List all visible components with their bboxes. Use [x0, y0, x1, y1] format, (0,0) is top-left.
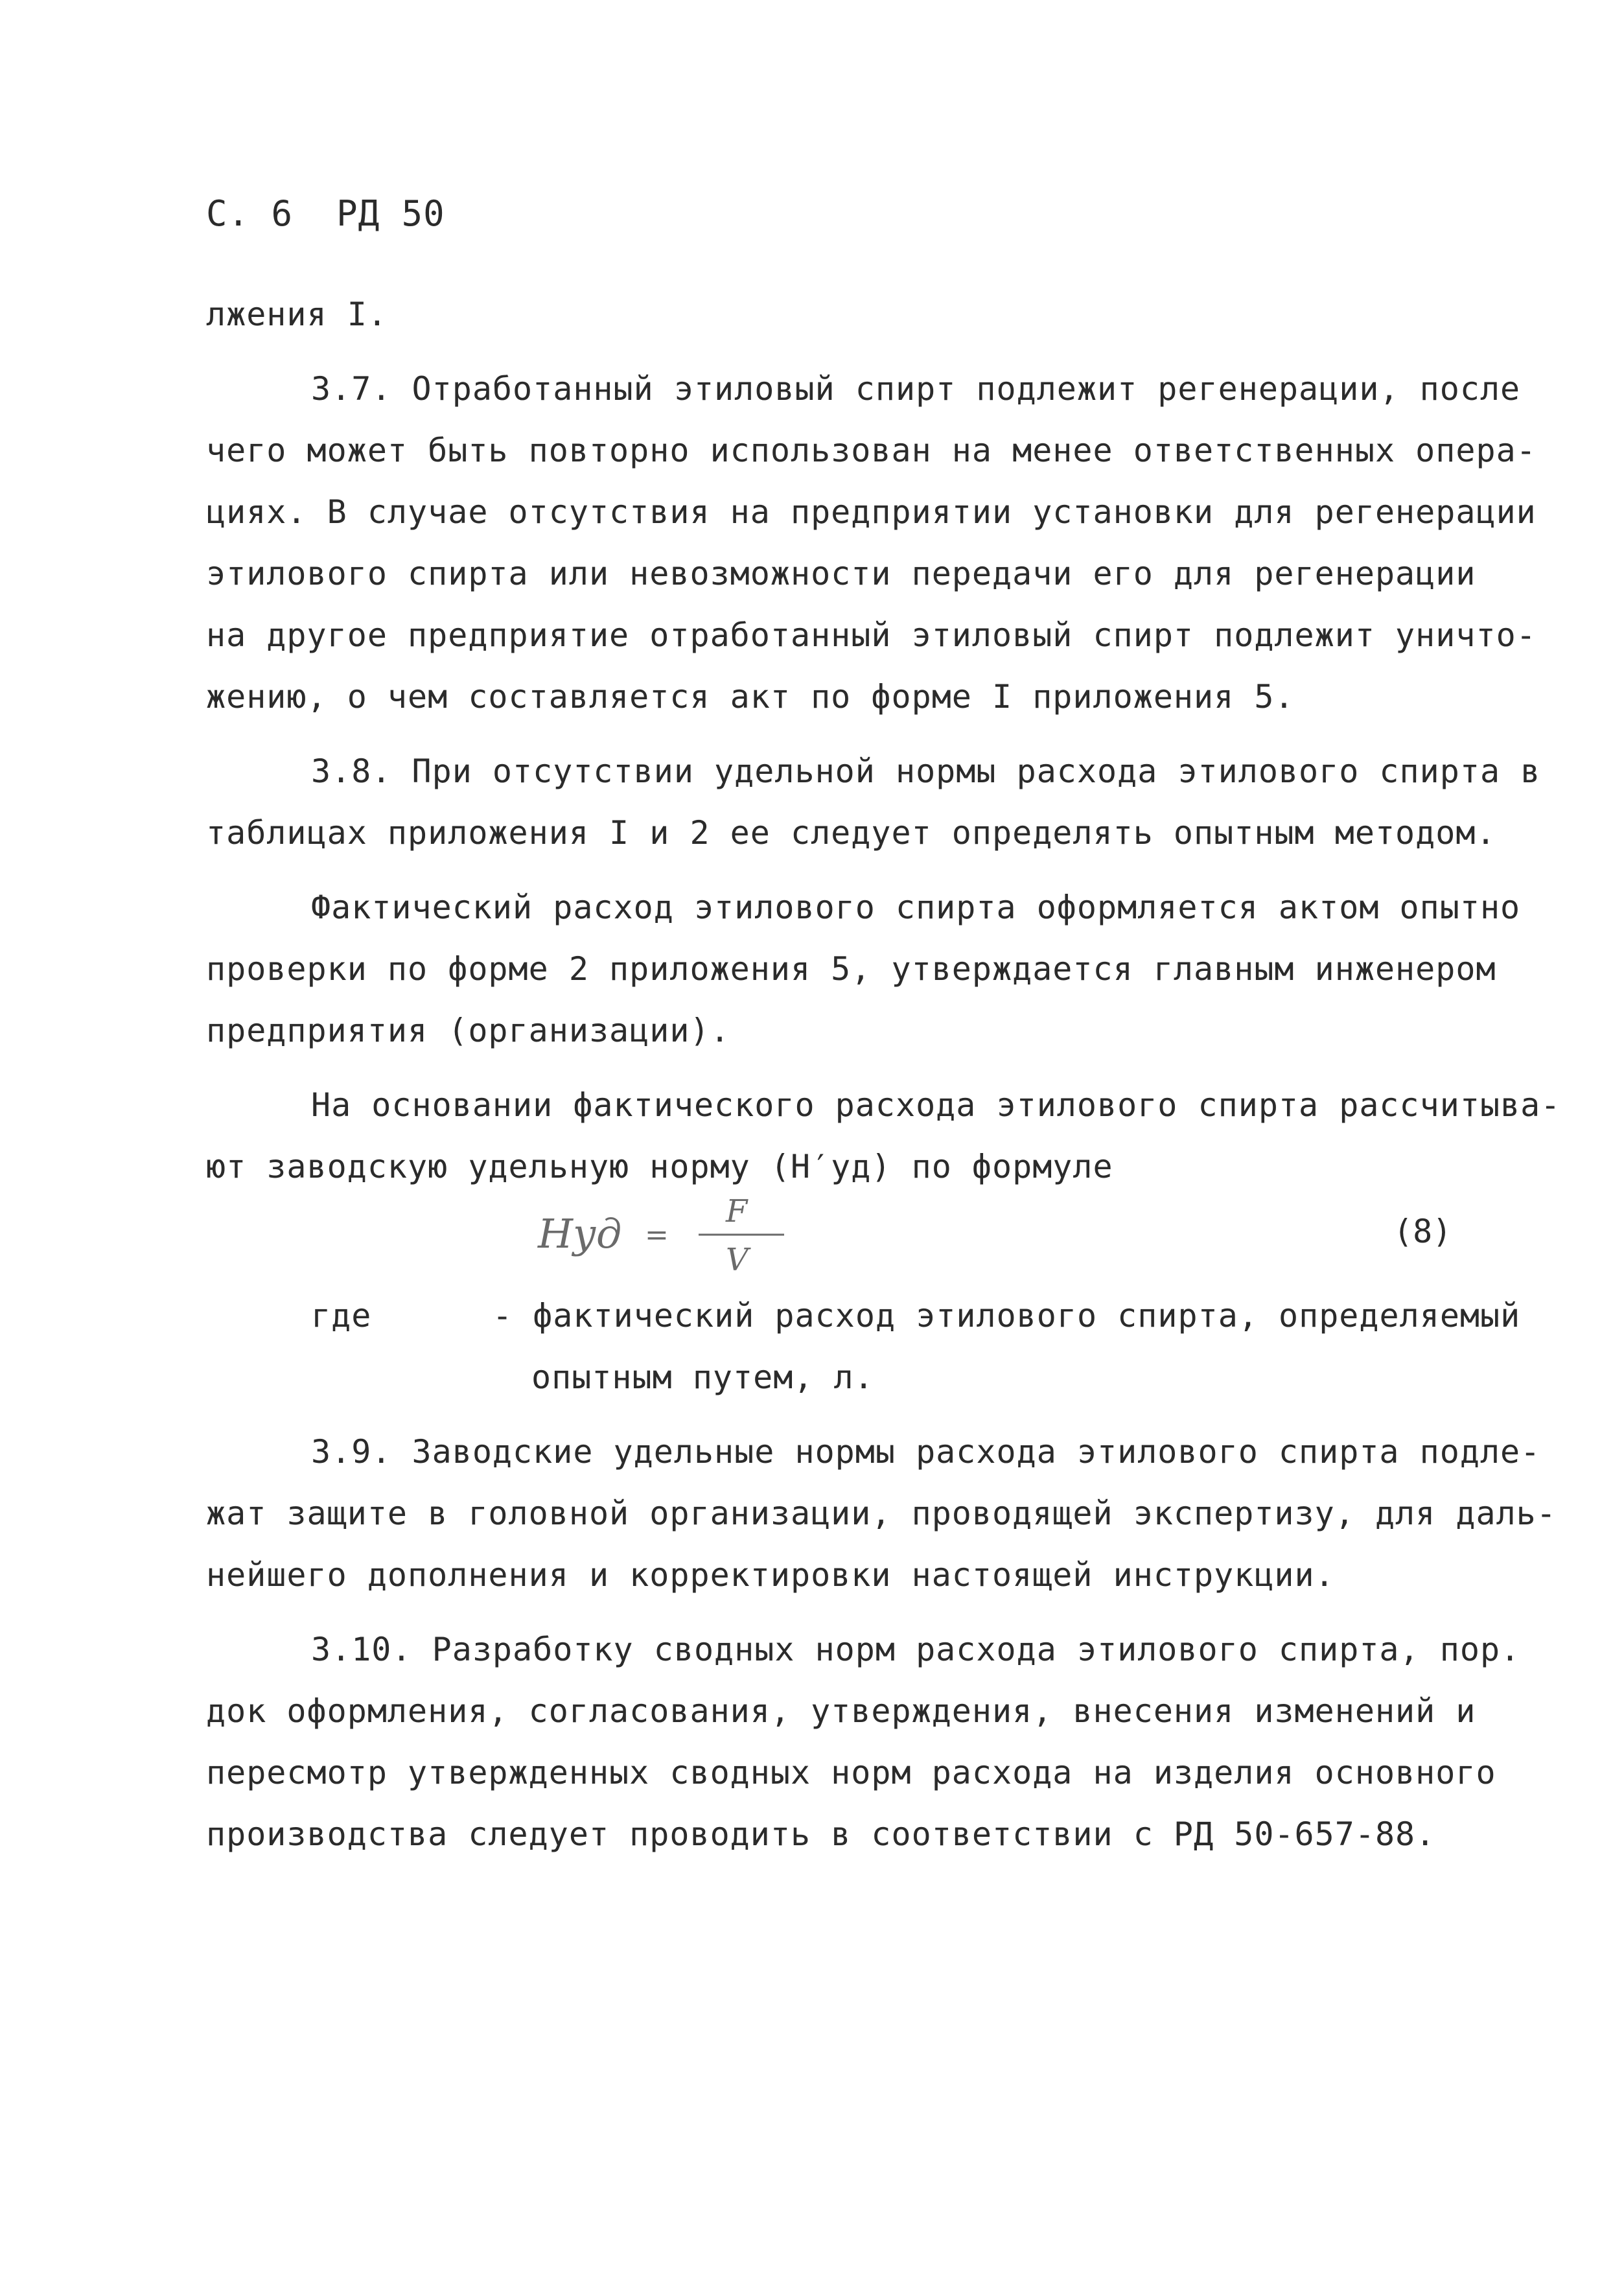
page-header: С. 6 РД 50	[206, 193, 445, 234]
text-line: на другое предприятие отработанный этиловый спирт подлежит уничто-	[206, 616, 1537, 654]
text-line: жат защите в головной организации, проводящей экспертизу, для даль-	[206, 1495, 1557, 1532]
text-line: На основании фактического расхода этилового спирта рассчитыва-	[311, 1086, 1561, 1124]
text-line: - фактический расход этилового спирта, определяемый	[493, 1297, 1521, 1334]
text-line: циях. В случае отсутствия на предприятии установки для регенерации	[206, 493, 1537, 531]
text-line: док оформления, согласования, утверждения, внесения изменений и	[206, 1692, 1476, 1730]
text-line: 3.10. Разработку сводных норм расхода этилового спирта, пор.	[311, 1631, 1521, 1668]
text-line: таблицах приложения I и 2 ее следует определять опытным методом.	[206, 814, 1496, 852]
text-line: нейшего дополнения и корректировки настоящей инструкции.	[206, 1556, 1335, 1594]
formula-lhs: Hуд	[538, 1210, 622, 1257]
text-line: где	[311, 1297, 372, 1334]
text-line: ют заводскую удельную норму (Н′уд) по формуле	[206, 1148, 1113, 1185]
text-line: опытным путем, л.	[531, 1358, 874, 1396]
text-line: 3.7. Отработанный этиловый спирт подлежит регенерации, после	[311, 370, 1521, 408]
formula-denominator: V	[726, 1242, 748, 1278]
text-line: чего может быть повторно использован на менее ответственных опера-	[206, 432, 1537, 469]
text-line: проверки по форме 2 приложения 5, утверждается главным инженером	[206, 950, 1496, 988]
text-line: этилового спирта или невозможности передачи его для регенерации	[206, 555, 1476, 592]
text-line: 3.8. При отсутствии удельной нормы расхода этилового спирта в	[311, 752, 1541, 790]
text-line: пересмотр утвержденных сводных норм расхода на изделия основного	[206, 1754, 1496, 1791]
formula-numerator: F	[726, 1193, 748, 1229]
formula-number: (8)	[1393, 1213, 1452, 1250]
text-line: Фактический расход этилового спирта оформляется актом опытно	[311, 889, 1521, 926]
formula-graphic	[531, 1186, 804, 1283]
formula	[531, 1186, 804, 1283]
text-line: производства следует проводить в соответствии с РД 50-657-88.	[206, 1815, 1436, 1853]
text-line: 3.9. Заводские удельные нормы расхода этилового спирта подле-	[311, 1433, 1541, 1471]
text-line: лжения I.	[206, 296, 388, 333]
text-line: предприятия (организации).	[206, 1012, 730, 1049]
text-line: жению, о чем составляется акт по форме I приложения 5.	[206, 678, 1295, 716]
formula-equals: =	[645, 1218, 669, 1252]
